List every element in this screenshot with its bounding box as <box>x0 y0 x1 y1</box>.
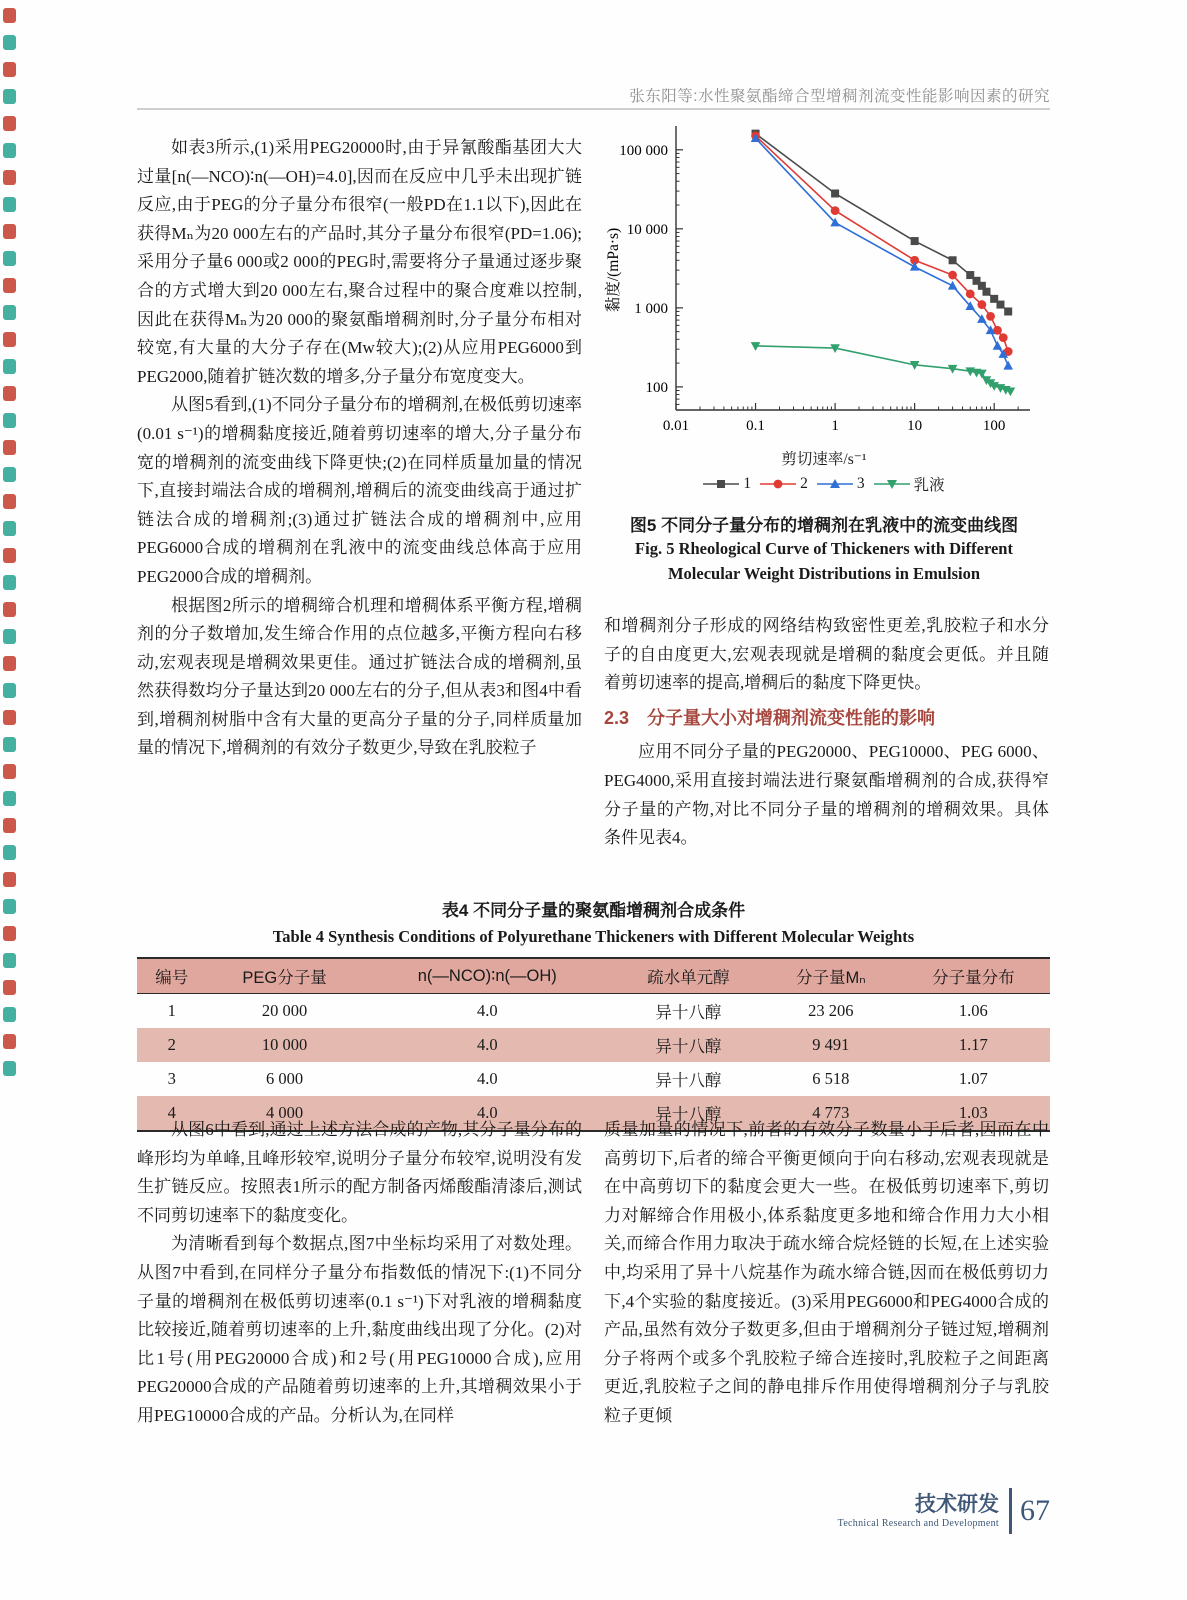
page-number: 67 <box>1020 1494 1050 1527</box>
margin-mark <box>3 359 16 374</box>
legend-label: 1 <box>743 475 752 492</box>
legend-label: 乳液 <box>913 477 945 494</box>
table-row <box>137 994 1050 1029</box>
margin-mark <box>3 386 16 401</box>
margin-mark <box>3 8 16 23</box>
table-cell: 1.03 <box>958 1103 988 1122</box>
svg-text:100: 100 <box>645 379 668 396</box>
running-head: 张东阳等:水性聚氨酯缔合型增稠剂流变性能影响因素的研究 <box>629 88 1050 105</box>
table-cell: 4.0 <box>476 1035 498 1054</box>
table-cell: 4 773 <box>812 1103 850 1122</box>
margin-mark <box>3 926 16 941</box>
section-number: 2.3 <box>604 707 630 728</box>
bottom-left-column <box>137 1116 582 1431</box>
figure-caption-en: Fig. 5 Rheological Curve of Thickeners with Different Molecular Weight Distributions in Emulsion <box>635 539 1013 583</box>
margin-mark <box>3 1034 16 1049</box>
table-column-header: n(—NCO)∶n(—OH) <box>363 958 612 994</box>
left-text-column <box>137 134 582 763</box>
table-cell: 异十八醇 <box>655 1071 722 1090</box>
margin-mark <box>3 143 16 158</box>
margin-mark <box>3 224 16 239</box>
svg-text:100 000: 100 000 <box>619 142 668 159</box>
legend-item <box>703 475 751 493</box>
legend-marker-triangle-up-icon <box>817 478 853 490</box>
margin-mark <box>3 953 16 968</box>
x-axis-title: 剪切速率/s⁻¹ <box>781 451 867 468</box>
table-cell: 4 000 <box>266 1103 304 1122</box>
margin-mark <box>3 305 16 320</box>
margin-mark <box>3 872 16 887</box>
figure-caption-zh: 图5 不同分子量分布的增稠剂在乳液中的流变曲线图 <box>629 516 1019 535</box>
table-cell: 1.06 <box>958 1001 988 1020</box>
margin-mark <box>3 35 16 50</box>
figure5-chart <box>598 118 1050 448</box>
margin-mark <box>3 170 16 185</box>
table-cell: 6 518 <box>812 1069 850 1088</box>
footer-section-zh: 技术研发 <box>915 1492 999 1516</box>
margin-mark <box>3 62 16 77</box>
table-column-header: PEG分子量 <box>206 958 362 994</box>
paragraph: 从图5看到,(1)不同分子量分布的增稠剂,在极低剪切速率(0.01 s⁻¹)的增稠黏度接近,随着剪切速率的增大,分子量分布宽的增稠剂的流变曲线下降更快;(2)在同样质量加量的情况下,直接封端法合成的增稠剂,增稠后的流变曲线高于通过扩链法合成的增稠剂;(3)通过扩链法合成的增稠剂中,应用PEG6000合成的增稠剂在乳液中的流变曲线总体高于应用PEG2000合成的增稠剂。 <box>137 395 582 586</box>
margin-mark <box>3 629 16 644</box>
chart-legend <box>598 473 1050 495</box>
table-cell: 异十八醇 <box>655 1037 722 1056</box>
table-row <box>137 1028 1050 1062</box>
table-column-header: 分子量Mₙ <box>765 958 897 994</box>
svg-text:10: 10 <box>907 418 923 434</box>
table-cell: 4 <box>167 1103 176 1122</box>
table-cell: 1.17 <box>958 1035 988 1054</box>
table-row <box>137 1062 1050 1096</box>
margin-mark <box>3 818 16 833</box>
section-title: 分子量大小对增稠剂流变性能的影响 <box>647 707 936 728</box>
bottom-right-column <box>604 1116 1049 1431</box>
table-cell: 2 <box>167 1035 176 1054</box>
legend-item <box>760 475 808 493</box>
left-margin-marks <box>3 8 19 1088</box>
svg-text:0.1: 0.1 <box>746 418 765 434</box>
margin-mark <box>3 899 16 914</box>
table-cell: 9 491 <box>812 1035 850 1054</box>
paragraph: 如表3所示,(1)采用PEG20000时,由于异氰酸酯基团大大过量[n(—NCO)∶n(—OH)=4.0],因而在反应中几乎未出现扩链反应,由于PEG的分子量分布很窄(一般PD在1.1以下),因此在获得Mₙ为20 000左右的产品时,其分子量分布很窄(PD=1.06);采用分子量6 000或2 000的PEG时,需要将分子量通过逐步聚合的方式增大到20 000左右,聚合过程中的聚合度难以控制,因此在获得Mₙ为20 000的聚氨酯增稠剂时,分子量分布相对较宽,有大量的大分子存在(Mw较大);(2)从应用PEG6000到PEG2000,随着扩链次数的增多,分子量分布宽度变大。 <box>137 138 582 386</box>
table4-block <box>137 896 1050 1132</box>
table-column-header: 疏水单元醇 <box>612 958 765 994</box>
margin-mark <box>3 413 16 428</box>
footer-section-en: Technical Research and Development <box>837 1517 999 1529</box>
margin-mark <box>3 980 16 995</box>
margin-mark <box>3 791 16 806</box>
table-cell: 1 <box>167 1001 176 1020</box>
paragraph: 质量加量的情况下,前者的有效分子数量小于后者,因而在中高剪切下,后者的缔合平衡更倾向于向右移动,宏观表现就是在中高剪切下的黏度会更大一些。在极低剪切速率下,剪切力对解缔合作用极小,体系黏度更多地和缔合作用力大小相关,而缔合作用力取决于疏水缔合烷烃链的长短,在上述实验中,均采用了异十八烷基作为疏水缔合链,因而在极低剪切力下,4个实验的黏度接近。(3)采用PEG6000和PEG4000合成的产品,虽然有效分子数更多,但由于增稠剂分子链过短,增稠剂分子将两个或多个乳胶粒子缔合连接时,乳胶粒子之间距离更近,乳胶粒子之间的静电排斥作用使得增稠剂分子与乳胶粒子更倾 <box>604 1120 1049 1425</box>
margin-mark <box>3 467 16 482</box>
figure5 <box>598 118 1050 586</box>
paragraph: 为清晰看到每个数据点,图7中坐标均采用了对数处理。从图7中看到,在同样分子量分布指数低的情况下:(1)不同分子量的增稠剂在极低剪切速率(0.1 s⁻¹)下对乳液的增稠黏度比较接近,随着剪切速率的上升,黏度曲线出现了分化。(2)对比1号(用PEG20000合成)和2号(用PEG10000合成),应用PEG20000合成的产品随着剪切速率的上升,其增稠效果小于用PEG10000合成的产品。分析认为,在同样 <box>137 1234 582 1425</box>
margin-mark <box>3 440 16 455</box>
paragraph: 应用不同分子量的PEG20000、PEG10000、PEG 6000、PEG4000,采用直接封端法进行聚氨酯增稠剂的合成,获得窄分子量的产物,对比不同分子量的增稠剂的增稠效果。具体条件见表4。 <box>604 742 1049 848</box>
table-title-en: Table 4 Synthesis Conditions of Polyurethane Thickeners with Different Molecular Weights <box>272 927 915 946</box>
svg-text:黏度/(mPa·s): 黏度/(mPa·s) <box>605 227 622 313</box>
footer-divider <box>1009 1488 1012 1534</box>
margin-mark <box>3 332 16 347</box>
table-cell: 3 <box>167 1069 176 1088</box>
margin-mark <box>3 575 16 590</box>
table4 <box>137 957 1050 1132</box>
header-rule <box>137 108 1050 110</box>
table-cell: 异十八醇 <box>655 1105 722 1124</box>
table-column-header: 分子量分布 <box>897 958 1050 994</box>
table-cell: 异十八醇 <box>655 1003 722 1022</box>
table-cell: 4.0 <box>476 1103 498 1122</box>
table-cell: 23 206 <box>808 1001 854 1020</box>
margin-mark <box>3 521 16 536</box>
table-header-row <box>137 958 1050 994</box>
table-column-header: 编号 <box>137 958 206 994</box>
margin-mark <box>3 116 16 131</box>
right-text-column <box>604 612 1049 853</box>
legend-item <box>817 475 865 493</box>
margin-mark <box>3 845 16 860</box>
legend-marker-circle-icon <box>760 478 796 490</box>
svg-text:1 000: 1 000 <box>634 300 668 317</box>
margin-mark <box>3 683 16 698</box>
margin-mark <box>3 251 16 266</box>
table-cell: 4.0 <box>476 1001 498 1020</box>
margin-mark <box>3 1061 16 1076</box>
svg-text:1: 1 <box>831 418 839 434</box>
margin-mark <box>3 764 16 779</box>
legend-label: 2 <box>800 475 808 492</box>
margin-mark <box>3 710 16 725</box>
svg-text:10 000: 10 000 <box>626 221 668 238</box>
margin-mark <box>3 89 16 104</box>
margin-mark <box>3 278 16 293</box>
margin-mark <box>3 197 16 212</box>
margin-mark <box>3 1007 16 1022</box>
section-heading-2-3 <box>604 704 1049 733</box>
paragraph: 和增稠剂分子形成的网络结构致密性更差,乳胶粒子和水分子的自由度更大,宏观表现就是增稠的黏度会更低。并且随着剪切速率的提高,增稠后的黏度下降更快。 <box>604 616 1049 693</box>
table-cell: 6 000 <box>266 1069 304 1088</box>
legend-item <box>874 473 945 495</box>
page-footer <box>838 1488 1050 1534</box>
table-title-zh: 表4 不同分子量的聚氨酯增稠剂合成条件 <box>441 901 746 920</box>
legend-marker-triangle-down-icon <box>874 478 910 490</box>
legend-label: 3 <box>856 475 865 492</box>
svg-text:100: 100 <box>982 418 1006 434</box>
margin-mark <box>3 548 16 563</box>
table-cell: 10 000 <box>261 1035 308 1054</box>
table-cell: 1.07 <box>958 1069 988 1088</box>
legend-marker-square-icon <box>703 478 739 490</box>
paragraph: 根据图2所示的增稠缔合机理和增稠体系平衡方程,增稠剂的分子数增加,发生缔合作用的点位越多,平衡方程向右移动,宏观表现是增稠效果更佳。通过扩链法合成的增稠剂,虽然获得数均分子量达到20 000左右的分子,但从表3和图4中看到,增稠剂树脂中含有大量的更高分子量的分子,同样质量加量的情况下,增稠剂的有效分子数更少,导致在乳胶粒子 <box>137 595 582 758</box>
margin-mark <box>3 656 16 671</box>
margin-mark <box>3 602 16 617</box>
paragraph: 从图6中看到,通过上述方法合成的产物,其分子量分布的峰形均为单峰,且峰形较窄,说明分子量分布较窄,说明没有发生扩链反应。按照表1所示的配方制备丙烯酸酯清漆后,测试不同剪切速率下的黏度变化。 <box>137 1120 582 1225</box>
svg-text:0.01: 0.01 <box>662 418 690 434</box>
table-cell: 20 000 <box>261 1001 308 1020</box>
margin-mark <box>3 494 16 509</box>
table-cell: 4.0 <box>476 1069 498 1088</box>
margin-mark <box>3 737 16 752</box>
